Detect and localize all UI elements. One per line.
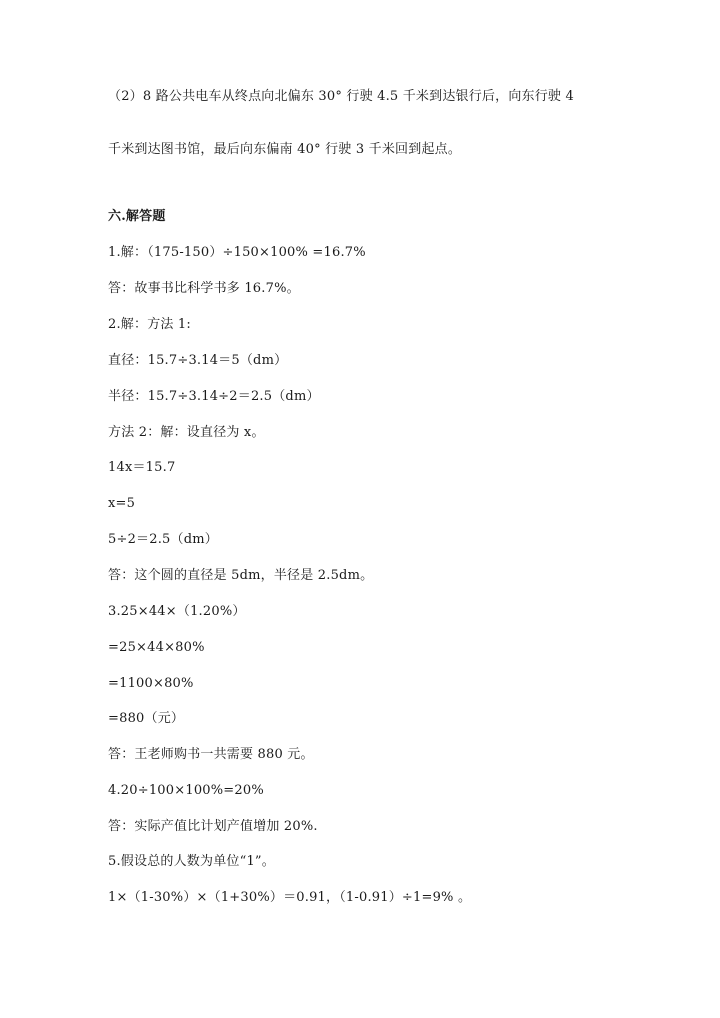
answer-line: 5÷2＝2.5（dm） (108, 532, 218, 547)
answer-line: 答：故事书比科学书多 16.7%。 (108, 281, 300, 296)
answer-line: 答：这个圆的直径是 5dm，半径是 2.5dm。 (108, 568, 374, 583)
answer-line: 14x＝15.7 (108, 460, 176, 475)
answer-line: 方法 2：解：设直径为 x。 (108, 425, 265, 440)
answer-5-2-line-1: （2）8 路公共电车从终点向北偏东 30° 行驶 4.5 千米到达银行后，向东行驶 4 (108, 89, 574, 104)
answer-line: x=5 (108, 496, 136, 511)
answer-line: 5.假设总的人数为单位“1”。 (108, 854, 275, 869)
answer-line: 直径：15.7÷3.14＝5（dm） (108, 353, 288, 368)
section-title: 六.解答题 (108, 209, 166, 224)
answer-5-2-line-2: 千米到达图书馆，最后向东偏南 40° 行驶 3 千米回到起点。 (108, 142, 462, 157)
answer-line: 1.解：（175-150）÷150×100% =16.7% (108, 245, 366, 260)
answer-line: =1100×80% (108, 676, 194, 691)
answer-line: 3.25×44×（1.20%） (108, 604, 246, 619)
answer-line: =25×44×80% (108, 640, 205, 655)
answer-line: 4.20÷100×100%=20% (108, 783, 264, 798)
answer-line: 半径：15.7÷3.14÷2＝2.5（dm） (108, 389, 320, 404)
answer-line: 答：王老师购书一共需要 880 元。 (108, 747, 314, 762)
answer-line: 1×（1-30%）×（1+30%）＝0.91，（1-0.91）÷1=9% 。 (108, 890, 472, 905)
answer-line: 答：实际产值比计划产值增加 20%. (108, 819, 318, 834)
answer-line: 2.解：方法 1: (108, 317, 191, 332)
answer-line: =880（元） (108, 711, 185, 726)
